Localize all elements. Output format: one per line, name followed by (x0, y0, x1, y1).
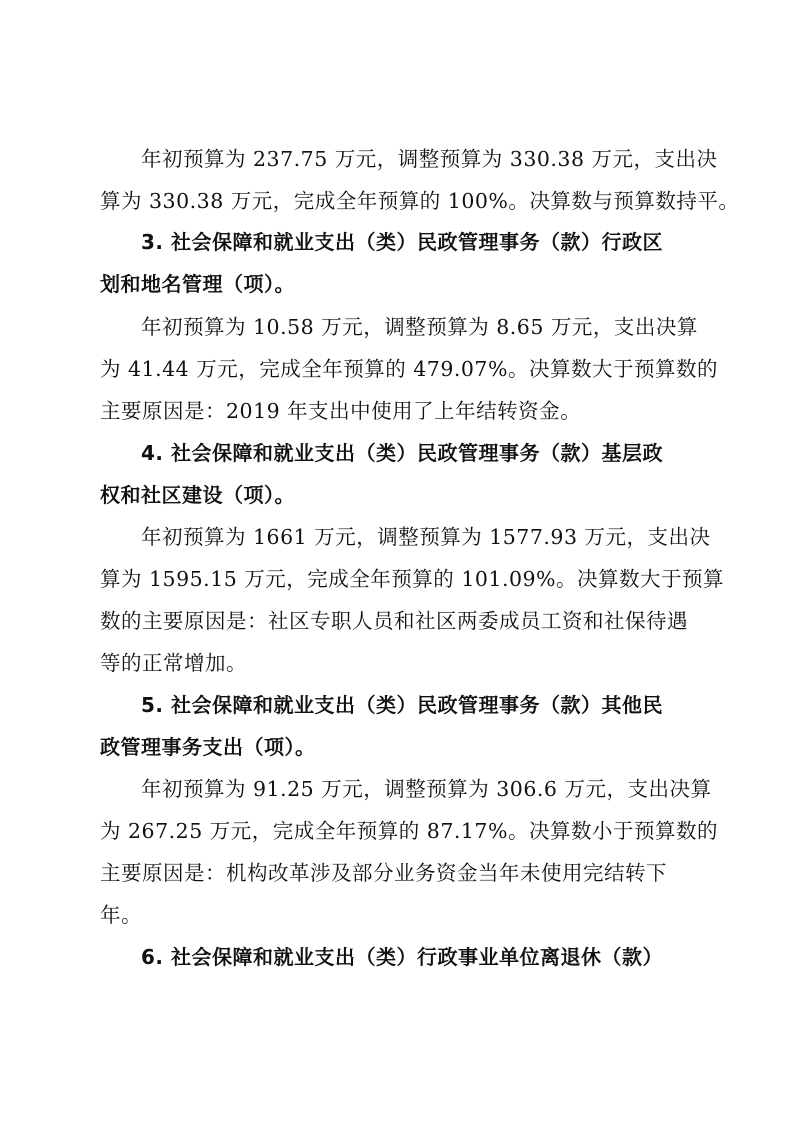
paragraph-line: 年初预算为 10.58 万元，调整预算为 8.65 万元，支出决算 (141, 315, 698, 339)
section-heading-line: 划和地名管理（项）。 (100, 272, 295, 296)
paragraph-line: 为 41.44 万元，完成全年预算的 479.07%。决算数大于预算数的 (100, 357, 718, 381)
paragraph-line: 算为 1595.15 万元，完成全年预算的 101.09%。决算数大于预算 (100, 567, 725, 591)
paragraph-line: 为 267.25 万元，完成全年预算的 87.17%。决算数小于预算数的 (100, 819, 718, 843)
section-heading-line: 3. 社会保障和就业支出（类）民政管理事务（款）行政区 (141, 230, 663, 254)
section-heading-line: 权和社区建设（项）。 (100, 483, 295, 507)
paragraph-line: 数的主要原因是：社区专职人员和社区两委成员工资和社保待遇 (100, 609, 688, 633)
paragraph-line: 算为 330.38 万元，完成全年预算的 100%。决算数与预算数持平。 (100, 189, 740, 213)
section-heading-line: 4. 社会保障和就业支出（类）民政管理事务（款）基层政 (141, 441, 663, 465)
section-heading-line: 5. 社会保障和就业支出（类）民政管理事务（款）其他民 (141, 693, 663, 717)
paragraph-line: 年初预算为 237.75 万元，调整预算为 330.38 万元，支出决 (141, 147, 718, 171)
section-heading-line: 政管理事务支出（项）。 (100, 735, 316, 759)
paragraph-line: 主要原因是：2019 年支出中使用了上年结转资金。 (100, 399, 582, 423)
paragraph-line: 年初预算为 91.25 万元，调整预算为 306.6 万元，支出决算 (141, 777, 712, 801)
paragraph-line: 主要原因是：机构改革涉及部分业务资金当年未使用完结转下 (100, 861, 667, 885)
paragraph-line: 年初预算为 1661 万元，调整预算为 1577.93 万元，支出决 (141, 525, 711, 549)
section-heading-line: 6. 社会保障和就业支出（类）行政事业单位离退休（款） (141, 945, 663, 969)
paragraph-line: 等的正常增加。 (100, 651, 247, 675)
paragraph-line: 年。 (100, 903, 142, 927)
